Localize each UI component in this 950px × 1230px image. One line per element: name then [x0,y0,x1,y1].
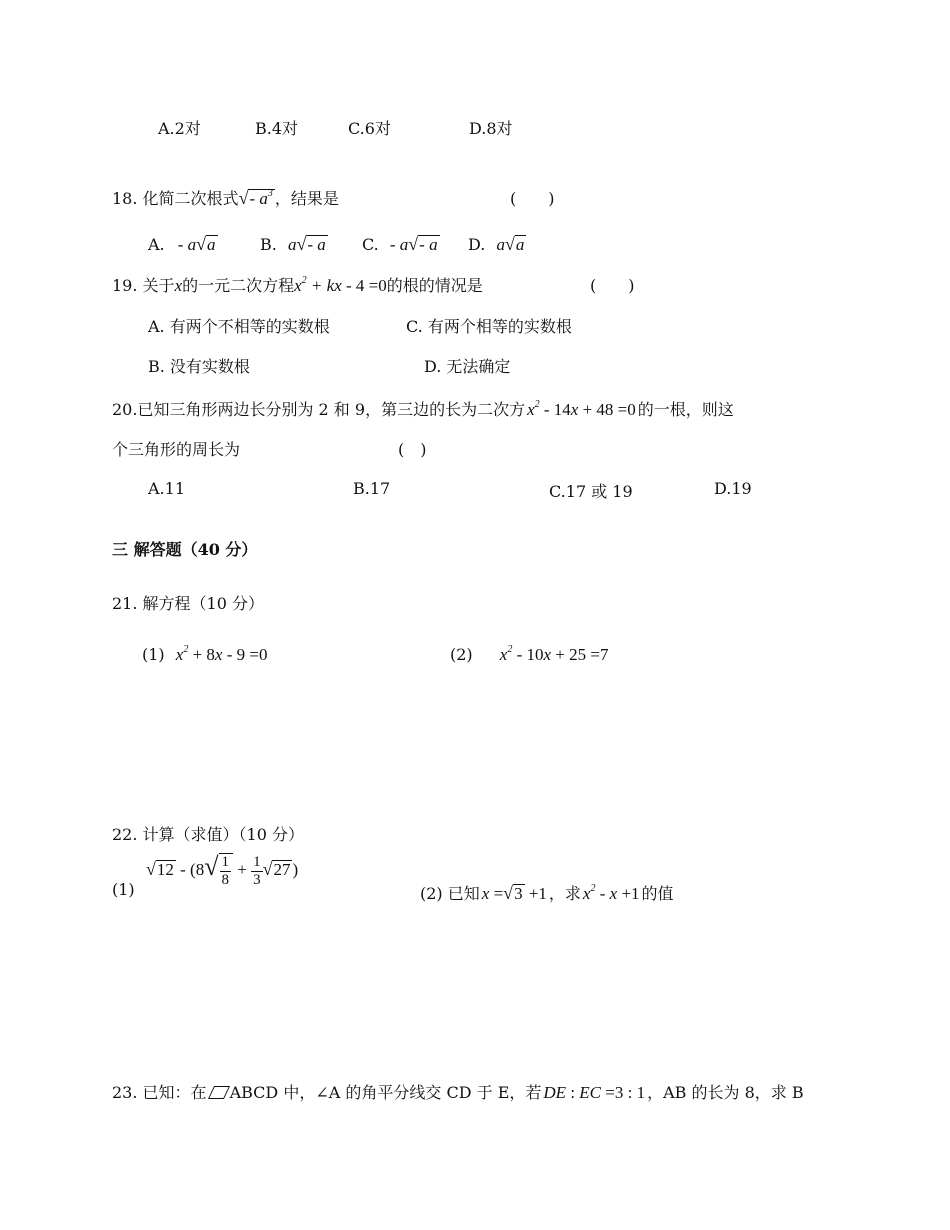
q23-ratio: DE : EC =3 : 1 [543,1083,646,1102]
q19-option-c: C. 有两个相等的实数根 [406,317,572,336]
parallelogram-icon [208,1086,230,1099]
q18-option-b: B. a√- a [260,234,326,254]
q20-option-c: C.17 或 19 [549,482,633,501]
q22-part2: (2) 已知 x =√3 +1 ，求 $x^2 - x +1$ 的值 [420,883,674,903]
q17-option-c: C.6对 [348,119,391,138]
q19-option-a: A. 有两个不相等的实数根 [148,317,330,336]
q18-option-c: C. - a√- a [362,234,438,254]
q19-answer-paren: ( ) [590,276,635,295]
q20-line2: 个三角形的周长为 [112,440,241,459]
q20-option-a: A.11 [148,479,185,498]
q18-radical: √- $a^3$ [238,188,273,208]
q20-stem: 20.已知三角形两边长分别为 2 和 9，第三边的长为二次方 $x^2 - 14x + 48 =0$ 的一根，则这 [112,399,734,419]
section-title: 三 解答题（40 分） [112,540,258,559]
q19-option-d: D. 无法确定 [424,357,511,376]
q19-option-b: B. 没有实数根 [148,357,250,376]
q22-part1-label: (1) [112,880,135,899]
q20-equation: $x^2 - 14x + 48 =0$ [527,399,636,419]
q21-part2: (2) $x^2 - 10x + 25 =7$ [450,644,609,664]
q21-title: 21. 解方程（10 分） [112,594,264,613]
q21-part1: (1) $x^2 + 8x - 9 =0$ [142,644,268,664]
q18-tail: ，结果是 [274,189,339,208]
q18-stem-text: 化简二次根式 [142,189,239,208]
q20-option-b: B.17 [353,479,391,498]
q17-option-a: A.2对 [158,119,201,138]
q17-option-b: B.4对 [255,119,299,138]
q19-equation: $x^2$ + kx - 4 =0 [294,275,387,295]
q18-stem [112,186,339,209]
q22-part1-expr: √12 - (8√ $\frac{1}{8}$ + $\frac{1}{3}$ √27 ) [146,852,299,888]
q19-stem: 19. 关于x的一元二次方程$x^2$ + kx - 4 =0的根的情况是 [112,275,483,295]
q20-answer-paren: ( ) [398,440,427,459]
q18-option-a: A. - a√a [148,234,216,254]
q17-option-d: D.8对 [469,119,513,138]
q18-answer-paren: ( ) [510,189,555,208]
q22-title: 22. 计算（求值）（10 分） [112,825,304,844]
q19-var: x [174,276,183,295]
q18-number: 18. [112,189,138,208]
q18-option-d: D. a√a [468,234,525,254]
q23-stem: 23. 已知：在 ABCD 中，∠A 的角平分线交 CD 于 E，若 DE : EC =3 : 1 ，AB 的长为 8，求 B [112,1083,804,1102]
q20-option-d: D.19 [714,479,752,498]
